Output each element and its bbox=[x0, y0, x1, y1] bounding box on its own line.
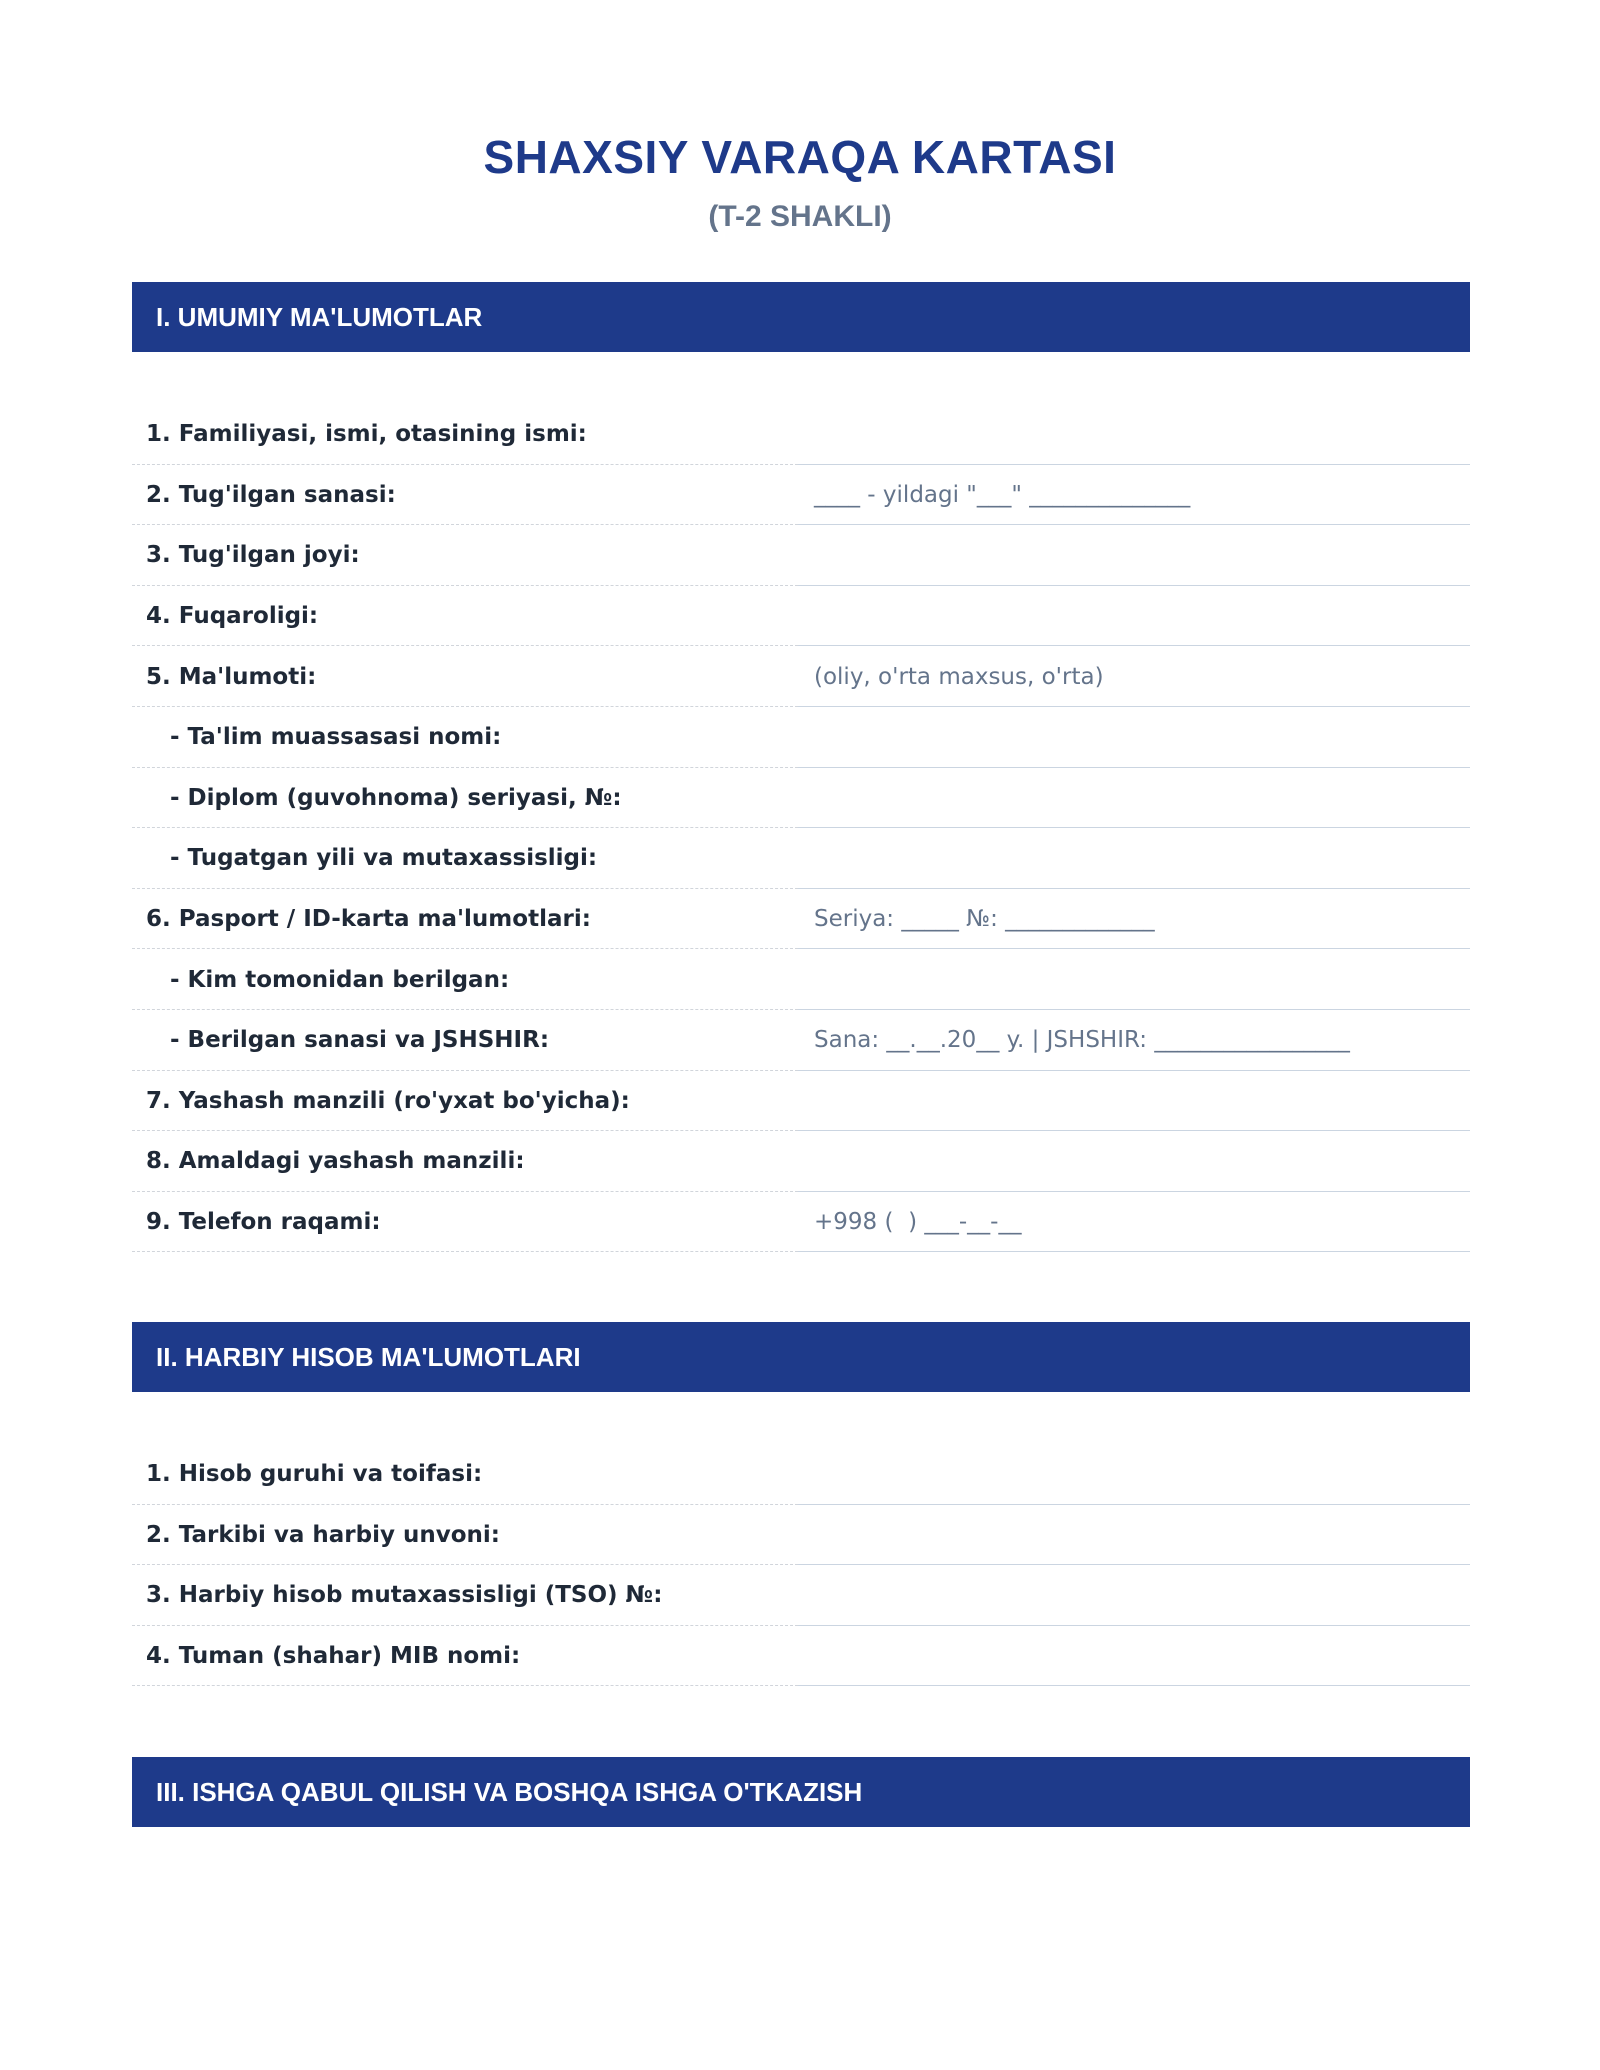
general-info-fields bbox=[132, 404, 1470, 1252]
field-value[interactable]: (oliy, o'rta maxsus, o'rta) bbox=[814, 663, 1104, 690]
field-label: 1. Familiyasi, ismi, otasining ismi: bbox=[146, 421, 587, 448]
form-row bbox=[132, 404, 1470, 465]
field-label: 5. Ma'lumoti: bbox=[146, 663, 317, 690]
field-label: - Kim tomonidan berilgan: bbox=[170, 966, 510, 993]
field-label: - Ta'lim muassasasi nomi: bbox=[170, 724, 502, 751]
field-label: 6. Pasport / ID-karta ma'lumotlari: bbox=[146, 906, 591, 933]
field-value[interactable]: ____ - yildagi "___" ______________ bbox=[814, 481, 1191, 508]
field-value[interactable]: +998 ( ) ___-__-__ bbox=[814, 1209, 1022, 1236]
fill-in-line bbox=[798, 1685, 1470, 1686]
section-header-employment: III. ISHGA QABUL QILISH VA BOSHQA ISHGA O'TKAZISH bbox=[132, 1757, 1470, 1827]
field-value[interactable]: Sana: __.__.20__ y. | JSHSHIR: _________________ bbox=[814, 1027, 1350, 1054]
form-row bbox=[132, 1565, 1470, 1626]
field-label: 4. Fuqaroligi: bbox=[146, 603, 319, 630]
form-row bbox=[132, 768, 1470, 829]
section-header-military: II. HARBIY HISOB MA'LUMOTLARI bbox=[132, 1322, 1470, 1392]
field-label: 3. Tug'ilgan joyi: bbox=[146, 542, 360, 569]
field-label: 2. Tug'ilgan sanasi: bbox=[146, 481, 396, 508]
form-row bbox=[132, 1505, 1470, 1566]
document-subtitle: (T-2 SHAKLI) bbox=[708, 200, 892, 233]
form-row bbox=[132, 949, 1470, 1010]
form-row bbox=[132, 525, 1470, 586]
form-row bbox=[132, 1071, 1470, 1132]
field-label: 1. Hisob guruhi va toifasi: bbox=[146, 1461, 483, 1488]
field-label: 9. Telefon raqami: bbox=[146, 1209, 381, 1236]
document-title: SHAXSIY VARAQA KARTASI bbox=[483, 131, 1117, 183]
field-label: 7. Yashash manzili (ro'yxat bo'yicha): bbox=[146, 1087, 630, 1114]
row-divider bbox=[132, 1251, 798, 1252]
military-info-fields bbox=[132, 1444, 1470, 1686]
field-label: 3. Harbiy hisob mutaxassisligi (TSO) №: bbox=[146, 1582, 663, 1609]
field-label: 4. Tuman (shahar) MIB nomi: bbox=[146, 1643, 521, 1670]
field-label: - Diplom (guvohnoma) seriyasi, №: bbox=[170, 784, 622, 811]
field-label: - Berilgan sanasi va JSHSHIR: bbox=[170, 1027, 550, 1054]
row-divider bbox=[132, 1685, 798, 1686]
form-row bbox=[132, 1131, 1470, 1192]
form-row bbox=[132, 707, 1470, 768]
form-row bbox=[132, 646, 1470, 707]
form-row bbox=[132, 1192, 1470, 1253]
form-row bbox=[132, 889, 1470, 950]
section-header-general: I. UMUMIY MA'LUMOTLAR bbox=[132, 282, 1470, 352]
field-value[interactable]: Seriya: _____ №: _____________ bbox=[814, 906, 1155, 933]
field-label: 8. Amaldagi yashash manzili: bbox=[146, 1148, 525, 1175]
form-row bbox=[132, 1444, 1470, 1505]
field-label: - Tugatgan yili va mutaxassisligi: bbox=[170, 845, 598, 872]
field-label: 2. Tarkibi va harbiy unvoni: bbox=[146, 1521, 500, 1548]
form-row bbox=[132, 465, 1470, 526]
form-row bbox=[132, 586, 1470, 647]
form-row bbox=[132, 1010, 1470, 1071]
fill-in-line bbox=[798, 1251, 1470, 1252]
form-row bbox=[132, 828, 1470, 889]
form-row bbox=[132, 1626, 1470, 1687]
